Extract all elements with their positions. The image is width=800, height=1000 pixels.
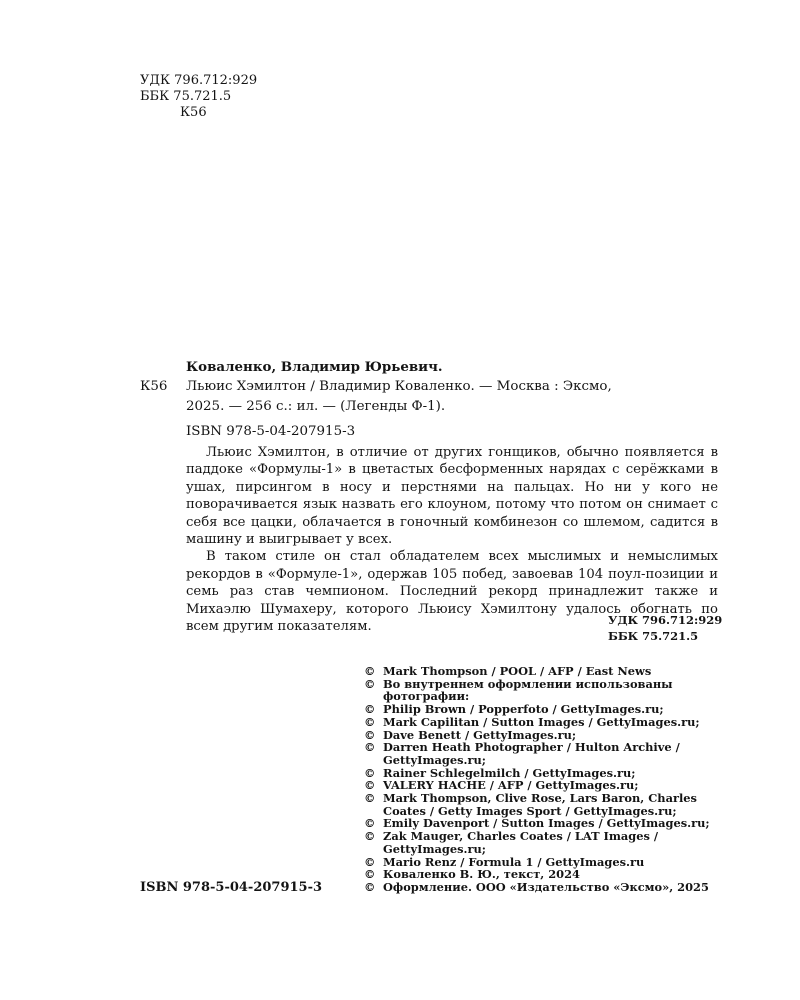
author-code-left: К56 bbox=[140, 379, 168, 394]
credit-text: Rainer Schlegelmilch / GettyImages.ru; bbox=[383, 765, 636, 780]
copyright-symbol: © bbox=[364, 816, 376, 831]
annotation-paragraph: В таком стиле он стал обладателем всех мыслимых и немыслимых рекордов в «Формуле-1», одержав 105 побед, завоевав 104 поул-позиции и семь раз став чемпионом. Последний рекорд принадлежит также и Михаэлю Шумахеру, которого Льюису Хэмилтону удалось обогнать по всем другим показателям. bbox=[186, 549, 718, 635]
copyright-symbol: © bbox=[364, 664, 376, 678]
copyright-credits bbox=[364, 665, 734, 894]
annotation-paragraph: Льюис Хэмилтон, в отличие от других гонщиков, обычно появляется в паддоке «Формулы-1» в цветастых бесформенных нарядах с серёжками в ушах, пирсингом в носу и перстнями на пальцах. Но ни у кого не поворачивается язык назвать его клоуном, потому что потом он снимает с себя все цацки, облачается в гоночный комбинезон со шлемом, садится в машину и выигрывает у всех. bbox=[186, 445, 718, 548]
credit-text: Mark Capilitan / Sutton Images / GettyImages.ru; bbox=[383, 714, 700, 729]
bbk-code: ББК 75.721.5 bbox=[140, 89, 232, 104]
credit-item bbox=[364, 881, 734, 894]
credit-text: Коваленко В. Ю., текст, 2024 bbox=[383, 867, 580, 882]
copyright-symbol: © bbox=[364, 829, 376, 844]
copyright-symbol: © bbox=[364, 676, 376, 691]
author-name: Коваленко, Владимир Юрьевич. bbox=[186, 359, 443, 375]
isbn: ISBN 978-5-04-207915-3 bbox=[186, 424, 356, 439]
credit-text: VALERY HACHE / AFP / GettyImages.ru; bbox=[383, 778, 639, 793]
isbn-bottom: ISBN 978-5-04-207915-3 bbox=[140, 880, 323, 895]
credit-text: Оформление. ООО «Издательство «Эксмо», 2025 bbox=[383, 879, 709, 894]
copyright-symbol: © bbox=[364, 702, 376, 717]
copyright-symbol: © bbox=[364, 727, 376, 742]
credit-text: Во внутреннем оформлении использованы фотографии: bbox=[383, 676, 673, 704]
udk-code: УДК 796.712:929 bbox=[140, 73, 258, 88]
credit-item bbox=[364, 830, 734, 855]
credit-item bbox=[364, 741, 734, 766]
copyright-symbol: © bbox=[364, 765, 376, 780]
copyright-symbol: © bbox=[364, 867, 376, 882]
classification-block bbox=[140, 73, 257, 121]
copyright-symbol: © bbox=[364, 778, 376, 793]
credit-text: Philip Brown / Popperfoto / GettyImages.ru; bbox=[383, 702, 664, 717]
description-line: 2025. — 256 с.: ил. — (Легенды Ф-1). bbox=[186, 399, 446, 414]
credit-text: Zak Mauger, Charles Coates / LAT Images / GettyImages.ru; bbox=[383, 829, 659, 856]
copyright-symbol: © bbox=[364, 854, 376, 869]
bbk-code-right: ББК 75.721.5 bbox=[608, 629, 699, 643]
annotation bbox=[186, 444, 718, 635]
credit-text: Emily Davenport / Sutton Images / GettyImages.ru; bbox=[383, 816, 710, 831]
credit-item bbox=[364, 678, 734, 703]
copyright-symbol: © bbox=[364, 791, 376, 806]
credit-text: Dave Benett / GettyImages.ru; bbox=[383, 727, 577, 742]
credit-text: Mark Thompson / POOL / AFP / East News bbox=[383, 664, 652, 678]
credit-text: Mario Renz / Formula 1 / GettyImages.ru bbox=[383, 854, 645, 869]
copyright-symbol: © bbox=[364, 714, 376, 729]
bibliographic-record bbox=[186, 357, 721, 442]
copyright-symbol: © bbox=[364, 740, 376, 755]
description-line: Льюис Хэмилтон / Владимир Коваленко. — Москва : Эксмо, bbox=[186, 379, 612, 394]
credit-text: Darren Heath Photographer / Hulton Archive / GettyImages.ru; bbox=[383, 740, 680, 767]
credit-text: Mark Thompson, Clive Rose, Lars Baron, Charles Coates / Getty Images Sport / GettyImages.ru; bbox=[383, 791, 697, 818]
author-mark: К56 bbox=[180, 105, 207, 120]
udk-code-right: УДК 796.712:929 bbox=[608, 613, 723, 627]
copyright-symbol: © bbox=[364, 879, 376, 894]
credit-item bbox=[364, 792, 734, 817]
classification-right bbox=[608, 612, 722, 644]
